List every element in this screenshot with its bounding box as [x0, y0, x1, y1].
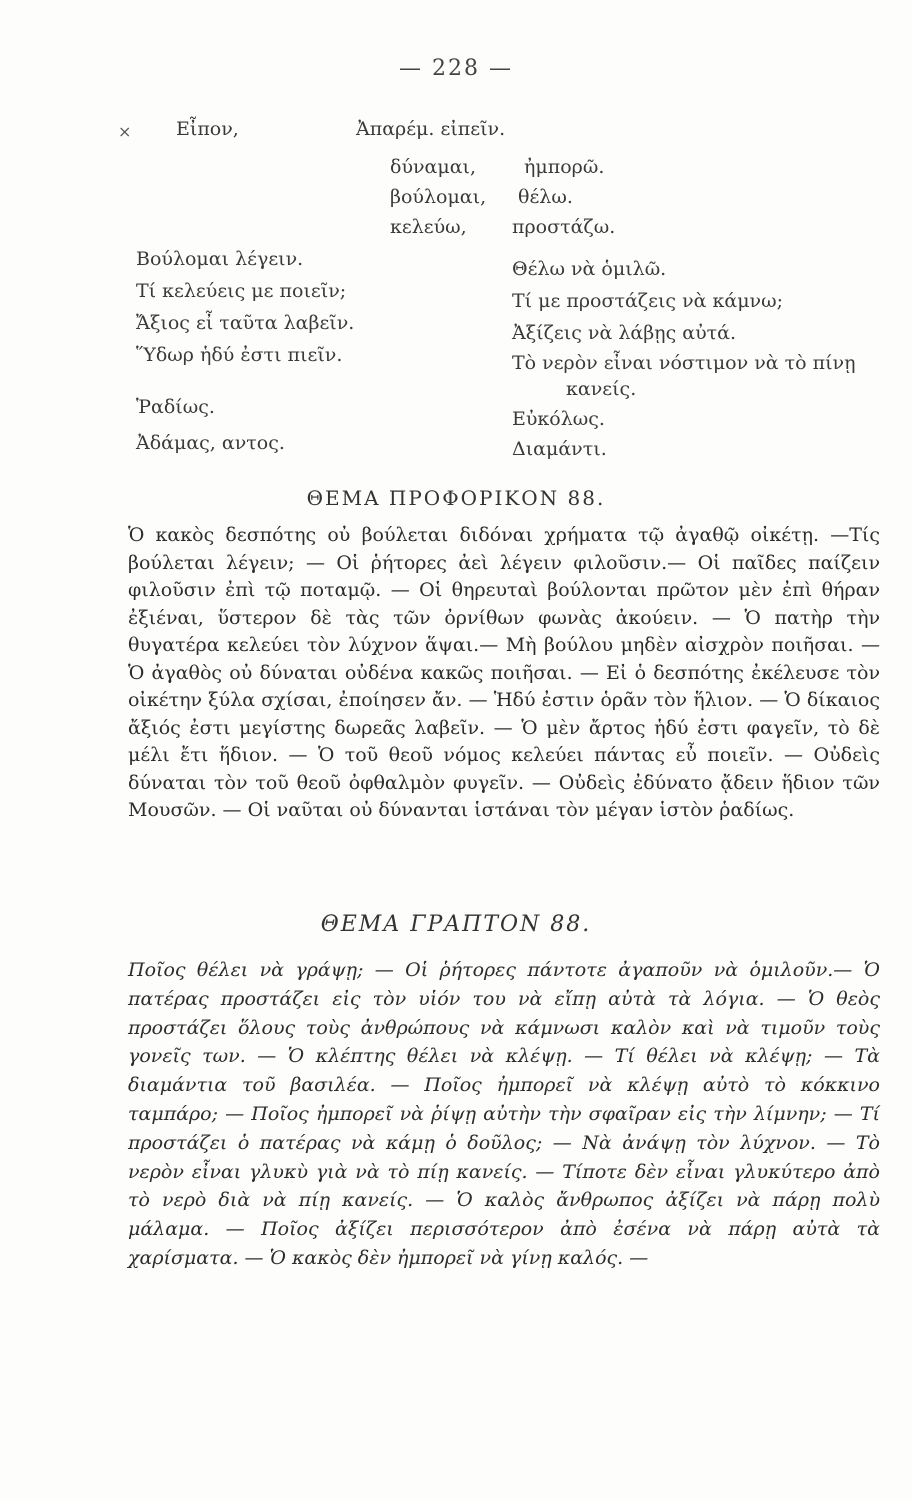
vocab-phrase-modern: Ἀξίζεις νὰ λάβῃς αὐτά. — [512, 322, 737, 344]
vocab-verb-ancient: βούλομαι, — [390, 186, 487, 208]
vocab-phrase-modern: Τί με προστάζεις νὰ κάμνω; — [512, 290, 783, 312]
oral-exercise-text: Ὁ κακὸς δεσπότης οὐ βούλεται διδόναι χρήματα τῷ ἀγαθῷ οἰκέτῃ. —Τίς βούλεται λέγειν; — Οἱ ῥήτορες ἀεὶ λέγειν φιλοῦσιν.— Οἱ παῖδες παίζειν φιλοῦσιν ἐπὶ τῷ ποταμῷ. — Οἱ θηρευταὶ βούλονται πρῶτον μὲν ἐπὶ θήραν ἐξιέναι, ὕστερον δὲ τὰς τῶν ὀρνίθων φωνὰς ἀκούειν. — Ὁ πατὴρ τὴν θυγατέρα κελεύει τὸν λύχνον ἅψαι.— Μὴ βούλου μηδὲν αἰσχρὸν ποιῆσαι. — Ὁ ἀγαθὸς οὐ δύναται οὐδένα κακῶς ποιῆσαι. — Εἰ ὁ δεσπότης ἐκέλευσε τὸν οἰκέτην ξύλα σχίσαι, ἐποίησεν ἄν. — Ἡδύ ἐστιν ὁρᾶν τὸν ἥλιον. — Ὁ δίκαιος ἄξιός ἐστι μεγίστης δωρεᾶς λαβεῖν. — Ὁ μὲν ἄρτος ἡδύ ἐστι φαγεῖν, τὸ δὲ μέλι ἔτι ἥδιον. — Ὁ τοῦ θεοῦ νόμος κελεύει πάντας εὖ ποιεῖν. — Οὐδεὶς δύναται τὸν τοῦ θεοῦ ὀφθαλμὸν φυγεῖν. — Οὐδεὶς ἐδύνατο ᾄδειν ἥδιον τῶν Μουσῶν. — Οἱ ναῦται οὐ δύνανται ἱστάναι τὸν μέγαν ἱστὸν ῥαδίως. — [128, 524, 880, 821]
written-exercise-text: Ποῖος θέλει νὰ γράψῃ; — Οἱ ῥήτορες πάντοτε ἀγαποῦν νὰ ὁμιλοῦν.— Ὁ πατέρας προστάζει εἰς τὸν υἱόν του νὰ εἴπῃ αὐτὰ τὰ λόγια. — Ὁ θεὸς προστάζει ὅλους τοὺς ἀνθρώπους νὰ κάμνωσι καλὸν καὶ νὰ τιμοῦν τοὺς γονεῖς των. — Ὁ κλέπτης θέλει νὰ κλέψῃ. — Τί θέλει νὰ κλέψῃ; — Τὰ διαμάντια τοῦ βασιλέα. — Ποῖος ἠμπορεῖ νὰ κλέψῃ αὐτὸ τὸ κόκκινο ταμπάρο; — Ποῖος ἠμπορεῖ νὰ ῥίψῃ αὐτὴν τὴν σφαῖραν εἰς τὴν λίμνην; — Τί προστάζει ὁ πατέρας νὰ κάμῃ ὁ δοῦλος; — Νὰ ἀνάψῃ τὸν λύχνον. — Τὸ νερὸν εἶναι γλυκὺ γιὰ νὰ τὸ πίῃ κανείς. — Τίποτε δὲν εἶναι γλυκύτερο ἀπὸ τὸ νερὸ διὰ νὰ πίῃ κανείς. — Ὁ καλὸς ἄνθρωπος ἀξίζει νὰ πάρῃ πολὺ μάλαμα. — Ποῖος ἀξίζει περισσότερον ἀπὸ ἐσένα νὰ πάρῃ αὐτὰ τὰ χαρίσματα. — Ὁ κακὸς δὲν ἠμπορεῖ νὰ γίνῃ καλός. — — [128, 959, 880, 1269]
page-number: — 228 — — [399, 56, 513, 81]
vocab-phrase-modern: κανείς. — [566, 378, 637, 400]
vocab-verb-ancient: κελεύω, — [390, 216, 467, 238]
vocab-verb-ancient: δύναμαι, — [390, 156, 477, 178]
vocab-noun-ancient: Ἀδάμας, αντος. — [136, 432, 285, 454]
vocab-adverb-modern: Εὐκόλως. — [512, 408, 605, 430]
vocab-phrase-modern: Τὸ νερὸν εἶναι νόστιμον νὰ τὸ πίνῃ — [512, 352, 856, 374]
vocab-phrase-modern: Θέλω νὰ ὁμιλῶ. — [512, 258, 667, 280]
vocab-verb-aorist: Εἶπον, — [176, 118, 239, 140]
vocab-verb-infinitive: Ἀπαρέμ. εἰπεῖν. — [356, 118, 506, 140]
vocab-phrase-ancient: Βούλομαι λέγειν. — [136, 248, 304, 270]
oral-exercise-title: ΘΕΜΑ ΠΡΟΦΟΡΙΚΟΝ 88. — [306, 486, 606, 510]
vocab-phrase-ancient: Ὕδωρ ἡδύ ἐστι πιεῖν. — [136, 344, 343, 366]
vocab-phrase-ancient: Ἄξιος εἶ ταῦτα λαβεῖν. — [136, 312, 355, 334]
vocab-adverb-ancient: Ῥαδίως. — [136, 396, 215, 418]
written-exercise-title: ΘΕΜΑ ΓΡΑΠΤΟΝ 88. — [320, 912, 592, 937]
vocab-phrase-ancient: Τί κελεύεις με ποιεῖν; — [136, 280, 347, 302]
vocab-verb-modern: θέλω. — [518, 186, 573, 208]
vocab-verb-modern: προστάζω. — [512, 216, 616, 238]
vocab-noun-modern: Διαμάντι. — [512, 438, 607, 460]
margin-mark: × — [118, 122, 132, 141]
vocab-verb-modern: ἠμπορῶ. — [524, 156, 605, 178]
